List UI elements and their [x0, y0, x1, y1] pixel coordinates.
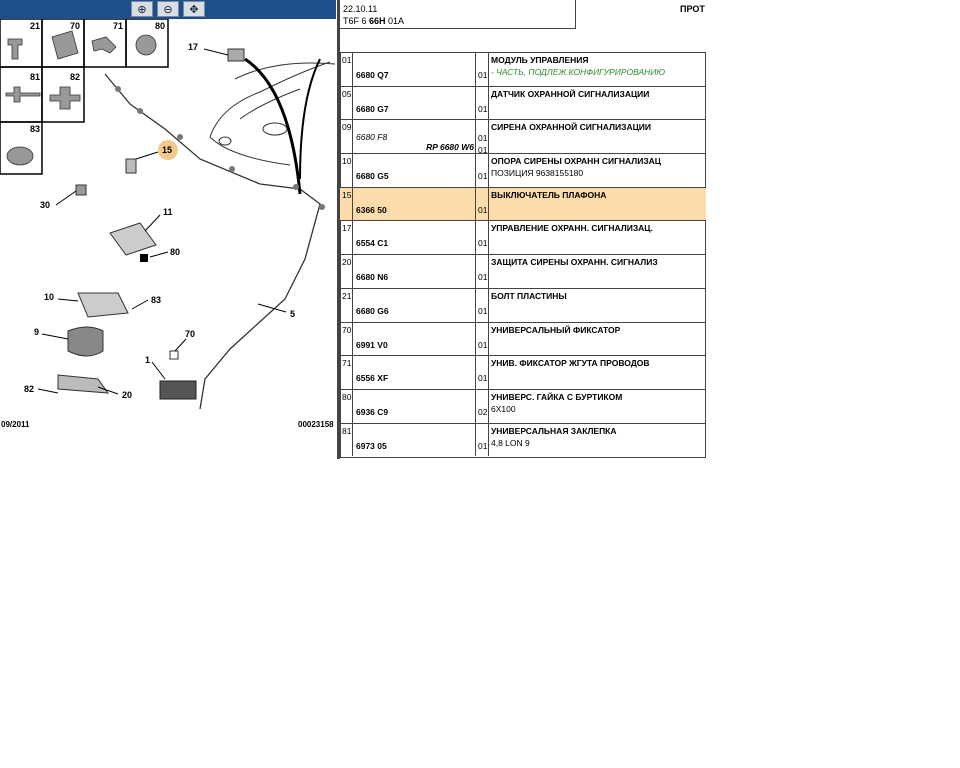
header-date: 22.10.11	[343, 4, 378, 14]
part-code: 6680 G6	[356, 305, 389, 316]
part-description: УНИВЕРС. ГАЙКА С БУРТИКОМ	[491, 391, 623, 402]
zoom-in-icon: ⊕	[137, 3, 147, 16]
row-number: 09	[340, 120, 353, 153]
row-number: 70	[340, 323, 353, 356]
callout-9: 9	[34, 327, 40, 337]
part-description: УНИВ. ФИКСАТОР ЖГУТА ПРОВОДОВ	[491, 358, 650, 369]
code-cell	[354, 424, 476, 457]
zoom-out-icon: ⊖	[163, 3, 173, 16]
part-code: 6554 C1	[356, 238, 389, 249]
parts-diagram	[0, 19, 337, 459]
part-qty: 01	[478, 133, 488, 144]
qty-cell	[477, 424, 489, 457]
code-cell	[354, 323, 476, 356]
replacement-qty: 01	[478, 145, 488, 156]
part-code: 6680 G5	[356, 171, 389, 182]
part-code: 6680 N6	[356, 272, 389, 283]
qty-cell	[477, 154, 489, 187]
row-number: 15	[340, 188, 353, 221]
callout-21: 21	[30, 21, 41, 31]
code-cell	[354, 390, 476, 423]
table-row[interactable]	[340, 322, 706, 356]
row-number: 81	[340, 424, 353, 457]
part-code: 6973 05	[356, 440, 387, 451]
part-code: 6991 V0	[356, 339, 388, 350]
callout-15: 15	[162, 145, 173, 155]
part-qty: 01	[478, 373, 488, 384]
part-code: 6936 C9	[356, 406, 389, 417]
table-row[interactable]	[340, 423, 706, 457]
header-model-code: 66H	[369, 16, 386, 26]
callout-1: 1	[145, 355, 151, 365]
callout-70b: 70	[185, 329, 196, 339]
row-number: 71	[340, 356, 353, 389]
callout-83b: 83	[151, 295, 162, 305]
zoom-out-button[interactable]	[157, 1, 179, 17]
qty-cell	[477, 390, 489, 423]
code-cell	[354, 87, 476, 120]
table-row[interactable]	[340, 254, 706, 288]
code-cell	[354, 53, 476, 86]
qty-cell	[477, 120, 489, 156]
part-note: - ЧАСТЬ, ПОДЛЕЖ.КОНФИГУРИРОВАНИЮ	[491, 67, 666, 77]
code-cell	[354, 120, 476, 153]
table-row[interactable]	[340, 52, 706, 86]
row-number: 10	[340, 154, 353, 187]
part-note: ПОЗИЦИЯ 9638155180	[491, 168, 584, 179]
part-description: ОПОРА СИРЕНЫ ОХРАНН СИГНАЛИЗАЦ	[491, 156, 662, 167]
row-number: 20	[340, 255, 353, 288]
part-description: ДАТЧИК ОХРАННОЙ СИГНАЛИЗАЦИИ	[491, 88, 650, 99]
callout-71: 71	[113, 21, 124, 31]
zoom-fit-icon: ✥	[189, 3, 199, 16]
qty-cell	[477, 356, 489, 389]
zoom-fit-button[interactable]	[183, 1, 205, 17]
header-title: ПРОТ	[680, 4, 705, 14]
part-qty: 01	[478, 171, 488, 182]
callout-83: 83	[30, 124, 41, 134]
callout-82b: 82	[24, 384, 35, 394]
qty-cell	[477, 53, 489, 86]
part-code: 6680 F8	[356, 132, 388, 143]
qty-cell	[477, 289, 489, 322]
part-code: 6680 Q7	[356, 70, 389, 80]
callout-10: 10	[44, 292, 55, 302]
callout-70: 70	[70, 21, 81, 31]
callout-82: 82	[70, 72, 81, 82]
table-row[interactable]	[340, 355, 706, 389]
part-qty: 02	[478, 406, 488, 417]
callout-5: 5	[290, 309, 296, 319]
callout-20: 20	[122, 390, 133, 400]
code-cell	[354, 356, 476, 389]
callout-81: 81	[30, 72, 41, 82]
qty-cell	[477, 87, 489, 120]
header-model	[343, 16, 404, 26]
catalog-header	[340, 0, 706, 52]
part-qty: 01	[478, 204, 488, 215]
table-row-selected[interactable]	[340, 187, 706, 221]
part-qty: 01	[478, 70, 488, 80]
part-qty: 01	[478, 440, 488, 451]
code-cell	[354, 154, 476, 187]
part-description: БОЛТ ПЛАСТИНЫ	[491, 290, 567, 301]
part-description: УПРАВЛЕНИЕ ОХРАНН. СИГНАЛИЗАЦ.	[491, 223, 653, 234]
callout-30: 30	[40, 200, 51, 210]
qty-cell	[477, 255, 489, 288]
part-qty: 01	[478, 238, 488, 249]
row-number: 21	[340, 289, 353, 322]
parts-diagram-drawing	[0, 19, 337, 459]
callout-80b: 80	[170, 247, 181, 257]
table-row[interactable]	[340, 86, 706, 120]
part-qty: 01	[478, 272, 488, 283]
header-model-prefix: T6F 6	[343, 16, 370, 26]
part-description: УНИВЕРСАЛЬНЫЙ ФИКСАТОР	[491, 324, 621, 335]
part-code: 6556 XF	[356, 373, 389, 384]
part-description: УНИВЕРСАЛЬНАЯ ЗАКЛЕПКА	[491, 425, 617, 436]
table-row[interactable]	[340, 220, 706, 254]
row-number: 01	[340, 53, 353, 86]
row-number: 80	[340, 390, 353, 423]
table-row[interactable]	[340, 288, 706, 322]
code-cell	[354, 221, 476, 254]
table-row[interactable]	[340, 119, 706, 156]
row-number: 17	[340, 221, 353, 254]
diagram-ref: 00023158	[298, 420, 334, 429]
part-note: 6X100	[491, 403, 516, 414]
table-row[interactable]	[340, 389, 706, 423]
part-description: МОДУЛЬ УПРАВЛЕНИЯ	[491, 55, 589, 65]
qty-cell	[477, 188, 489, 221]
parts-table	[340, 52, 706, 456]
diagram-date: 09/2011	[1, 420, 30, 429]
qty-cell	[477, 221, 489, 254]
part-qty: 01	[478, 305, 488, 316]
table-row[interactable]	[340, 153, 706, 187]
code-cell	[354, 188, 476, 221]
replacement-code: RP 6680 W6	[426, 142, 474, 153]
header-model-suffix: 01A	[385, 16, 405, 26]
part-qty: 01	[478, 103, 488, 114]
part-description: ВЫКЛЮЧАТЕЛЬ ПЛАФОНА	[491, 189, 607, 200]
table-bottom-border	[340, 457, 706, 458]
part-code: 6366 50	[356, 204, 387, 215]
diagram-toolbar	[0, 0, 336, 19]
qty-cell	[477, 323, 489, 356]
callout-80: 80	[155, 21, 166, 31]
part-note: 4,8 LON 9	[491, 437, 530, 448]
part-description: ЗАЩИТА СИРЕНЫ ОХРАНН. СИГНАЛИЗ	[491, 257, 658, 268]
part-code: 6680 G7	[356, 103, 389, 114]
callout-11: 11	[163, 207, 173, 217]
callout-17: 17	[188, 42, 199, 52]
zoom-in-button[interactable]	[131, 1, 153, 17]
part-description: СИРЕНА ОХРАННОЙ СИГНАЛИЗАЦИИ	[491, 122, 652, 133]
part-qty: 01	[478, 339, 488, 350]
row-number: 05	[340, 87, 353, 120]
code-cell	[354, 255, 476, 288]
code-cell	[354, 289, 476, 322]
